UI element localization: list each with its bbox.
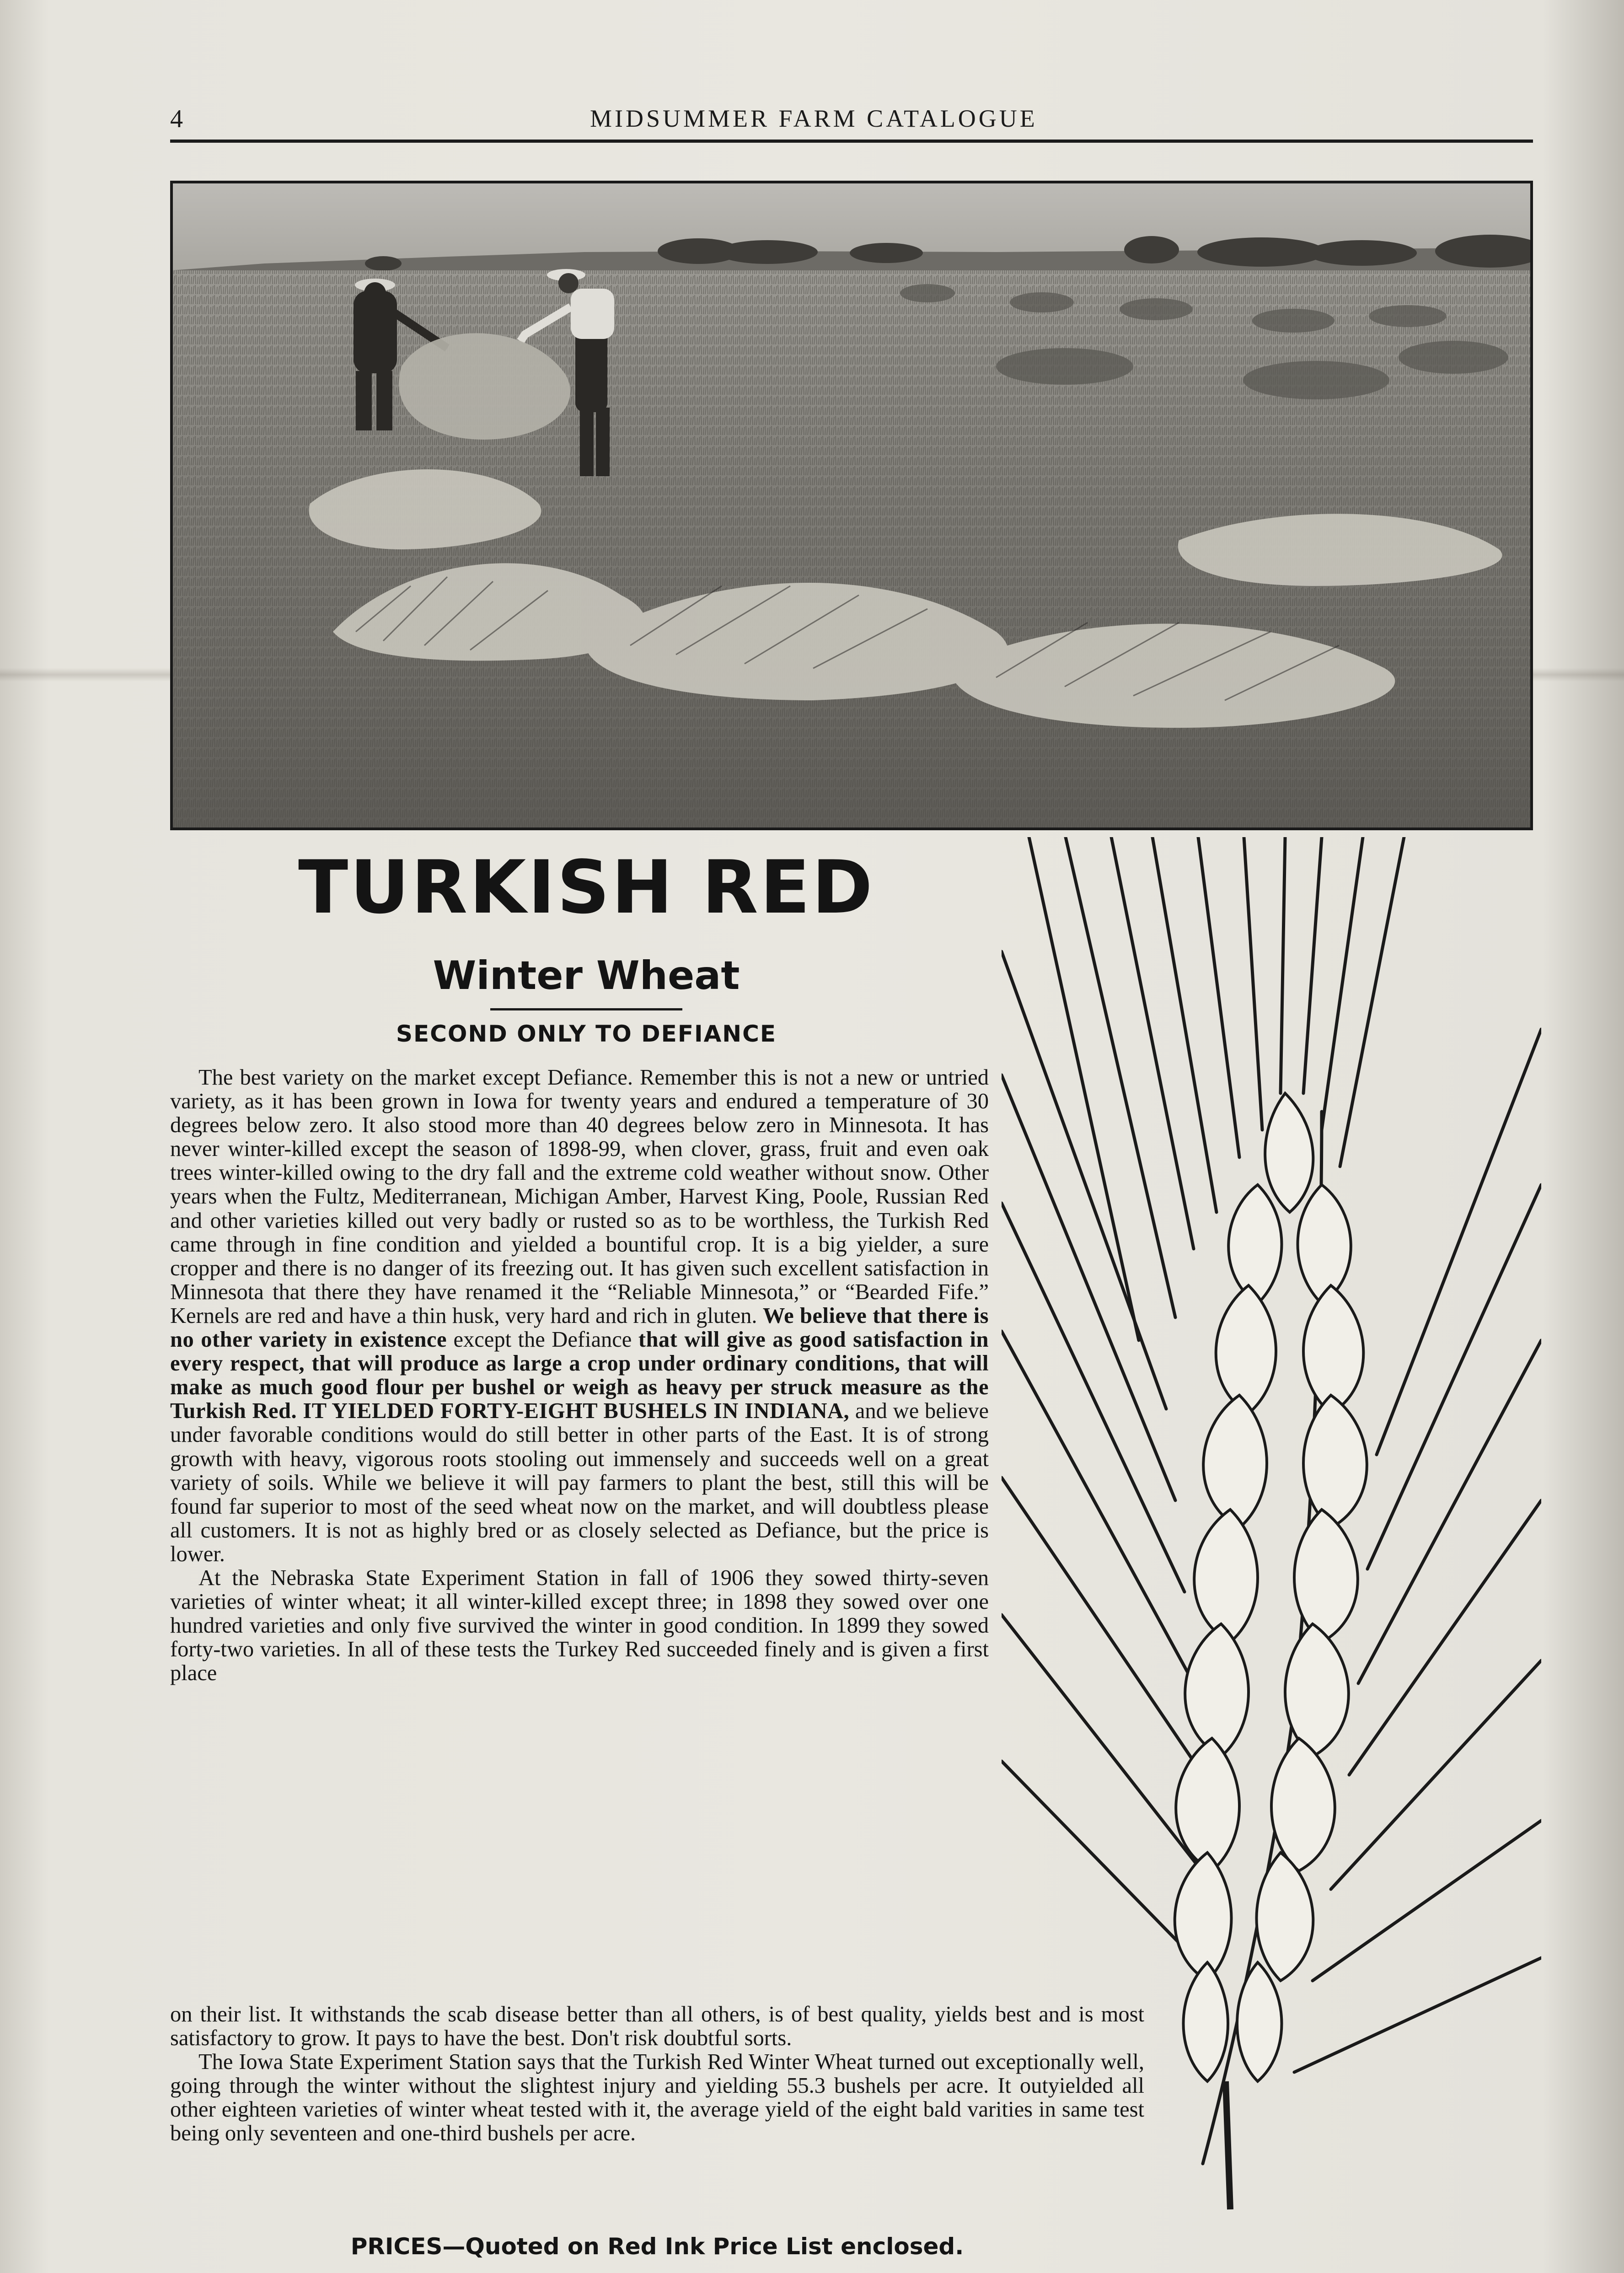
paragraph-2: At the Nebraska State Experiment Station in fall of 1906 they sowed thirty-seven varieties of winter wheat; it all winter-killed except three; in 1898 they sowed over one hundred varieties and only five survived the winter in good condition. In 1899 they sowed forty-two varieties. In all of these tests the Turkey Red succeeded finely and is given a first place <box>170 1565 989 1686</box>
product-tagline: SECOND ONLY TO DEFIANCE <box>396 1021 777 1047</box>
paragraph-2-continued: on their list. It withstands the scab disease better than all others, is of best quality, yields best and is most satisfactory to grow. It pays to have the best. Don't risk doubtful sorts. <box>170 2002 1144 2051</box>
prices-note: PRICES—Quoted on Red Ink Price List enclosed. <box>350 2233 964 2260</box>
paragraph-1-bold-b: that will give as good satisfaction in every respect, that will produce as large a crop under ordinary conditions, that will make as much good flour per bushel or weigh as heavy per struck measure as the Turkish Red. IT YIELDED FORTY-EIGHT BUSHELS IN INDIANA, <box>170 1327 989 1424</box>
wheat-harvest-field-photo-icon <box>173 183 1530 828</box>
header-rule <box>170 140 1533 143</box>
heading-divider <box>490 1008 682 1010</box>
paragraph-1-text-a: The best variety on the market except Defiance. Remember this is not a new or untried variety, as it has been grown in Iowa for twenty years and endured a temperature of 30 degrees below zero. It also stood more than 40 degrees below zero in Minnesota. It has never winter-killed except the season of 1898-99, when clover, grass, fruit and even oak trees winter-killed owing to the dry fall and the extreme cold weather without snow. Other years when the Fultz, Mediterranean, Michigan Amber, Harvest King, Poole, Russian Red and other varieties killed out very badly or rusted so as to be worthless, the Turkish Red came through in fine condition and yielded a bountiful crop. It is a big yielder, a sure cropper and there is no danger of its freezing out. It has given such excellent satisfaction in Minnesota that there they have renamed it the “Reliable Minnesota,” or “Bearded Fife.” Kernels are red and have a thin husk, very hard and rich in gluten. <box>170 1065 989 1328</box>
body-column <box>170 1066 989 1685</box>
page-number: 4 <box>170 105 183 133</box>
paragraph-1-text-b: except the Defiance <box>453 1327 632 1352</box>
product-title: TURKISH RED <box>298 844 874 930</box>
wheat-harvest-photo <box>170 181 1533 830</box>
paragraph-3: The Iowa State Experiment Station says that the Turkish Red Winter Wheat turned out exceptionally well, going through the winter without the slightest injury and yielding 55.3 bushels per acre. It outyielded all other eighteen varieties of winter wheat tested with it, the average yield of the eight bald varities in same test being only seventeen and one-third bushels per acre. <box>170 2050 1144 2146</box>
paragraph-1-text-c: and we believe under favorable conditions would do still better in other parts of the East. It is of strong growth with heavy, vigorous roots stooling out immensely and succeeds well on a great variety of soils. While we believe it will pay farmers to plant the best, still this will be found far superior to most of the seed wheat now on the market, and will doubtless please all customers. It is not as highly bred or as closely selected as Defiance, but the price is lower. <box>170 1399 989 1566</box>
wheat-ear-illustration-icon <box>1002 837 1541 2260</box>
product-heading <box>170 844 1002 1047</box>
paragraph-1-bold-a: We believe that there is no other variety in existence <box>170 1303 989 1352</box>
catalogue-title: MIDSUMMER FARM CATALOGUE <box>590 105 1038 132</box>
body-wide-column <box>170 2003 1144 2146</box>
product-subtitle: Winter Wheat <box>433 953 740 999</box>
paragraph-1 <box>170 1066 989 1566</box>
